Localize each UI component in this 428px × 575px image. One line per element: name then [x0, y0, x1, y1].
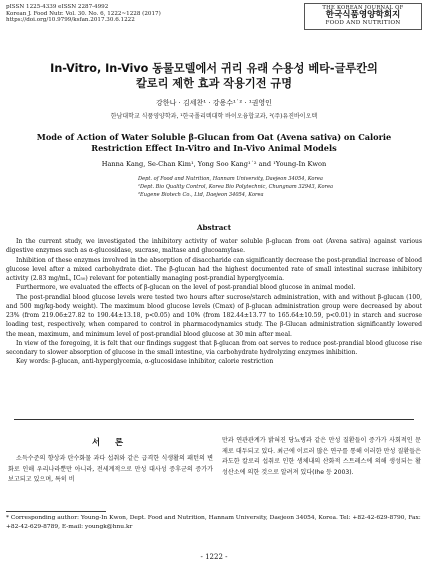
english-title: [20, 132, 408, 154]
korean-affiliation: 한남대학교 식품영양학과, ¹한국폴리텍대학 바이오융합교과, ²(주)유진바이오텍: [110, 113, 318, 120]
korean-title: [0, 61, 428, 91]
doi-line[interactable]: https://doi.org/10.9799/ksfan.2017.30.6.1222: [6, 17, 135, 24]
affiliation-1: Dept. of Food and Nutrition, Hannam University, Daejeon 34054, Korea: [138, 176, 323, 182]
intro-text-left: 소득수준의 향상과 탄수화물 과다 섭취와 같은 급격한 식생활의 패턴의 변화로 인해 우리나라뿐만 아니라, 전세계적으로 만성 대사성 증후군의 증가가 보고되고 있으며, 특히 비: [8, 455, 213, 484]
korean-title-line-2: 칼로리 제한 효과 작용기전 규명: [135, 77, 293, 90]
english-title-line-1: Mode of Action of Water Soluble β-Glucan from Oat (Avena sativa) on Calorie: [36, 132, 392, 142]
journal-logo-box: [304, 3, 422, 30]
page-number: - 1222 -: [200, 553, 228, 561]
corresponding-author-footnote: * Corresponding author: Young-In Kwon, Dept. Food and Nutrition, Hannam University, Daejeon 34054, Korea. Tel: +82-42-629-8790, Fax: +82-42-629-8789, E-mail: youngk@hnu.kr: [6, 515, 421, 530]
abstract-paragraph: Furthermore, we evaluated the effects of β-glucan on the level of post-prandial blood glucose in animal model.: [16, 284, 356, 292]
journal-name-kr: 한국식품영양학회지: [325, 10, 401, 20]
english-title-line-2: Restriction Effect In-Vitro and In-Vivo Animal Models: [91, 143, 337, 153]
issn-line: pISSN 1225-4339 eISSN 2287-4992: [6, 4, 109, 10]
korean-authors: 강한나 · 김세찬¹ · 강용수¹˙² · ¹권영인: [156, 99, 272, 107]
journal-name-en-bottom: FOOD AND NUTRITION: [325, 20, 401, 26]
footnote-divider: [6, 511, 106, 512]
abstract-paragraph: In view of the foregoing, it is felt that our findings suggest that β-glucan from oat serves to reduce post-prandial blood glucose rise secondary to slower absorption of glucose in the small intestine, via carbohydrate hydrolyzing enzymes inhibition.: [6, 339, 422, 356]
keywords: Key words: β-glucan, anti-hyperglycemia, α-glucosidase inhibitor, calorie restriction: [16, 358, 274, 366]
english-authors: Hanna Kang, Se-Chan Kim¹, Yong Soo Kang¹˙² and ¹Young-In Kwon: [101, 160, 327, 168]
intro-text-right: 만과 연관관계가 밝혀진 당뇨병과 같은 만성 질환들이 증가가 사회적인 문제로 대두되고 있다. 최근에 이르러 많은 연구를 통해 이러한 만성 질환들은 과도한 칼로리 섭취로 인한 생체내의 산화적 스트레스에 의해 생성되는 활성산소에 의한 것으로 알려져 있다(Ihe 등 2003).: [222, 437, 421, 476]
abstract-paragraph: In the current study, we investigated the inhibitory activity of water soluble β-glucan from oat (Avena sativa) against various digestive enzymes such as α-glucosidase, sucrase, maltase and glucoamylase.: [6, 238, 422, 255]
affiliation-3: ²Eugene Biotech Co., Ltd, Daejeon 34054, Korea: [138, 192, 264, 198]
english-affiliations: [138, 175, 333, 199]
abstract-heading: Abstract: [196, 223, 232, 232]
journal-citation-header: [6, 4, 161, 24]
journal-name-en-top: THE KOREAN JOURNAL OF: [322, 5, 404, 11]
affiliation-2: ¹Dept. Bio Quality Control, Korea Bio Polytechnic, Chungnam 32943, Korea: [138, 184, 334, 190]
korean-title-line-1: In-Vitro, In-Vivo 동물모델에서 귀리 유래 수용성 베타-글루칸의: [50, 62, 378, 75]
abstract-body: [6, 237, 422, 367]
section-divider: [14, 419, 414, 420]
section-heading-introduction: 서 론: [91, 437, 130, 447]
abstract-paragraph: Inhibition of these enzymes involved in the absorption of disaccharide can significantly decrease the post-prandial increase of blood glucose level after a mixed carbohydrate diet. The β-glucan had the highest documented rate of small intestinal sucrase inhibitory activity (2.83 mg/mL, IC₅₀) relevant for potentially managing post-prandial hyperglycemia.: [6, 256, 422, 282]
volume-line: Korean J. Food Nutr. Vol. 30. No. 6, 1222~1228 (2017): [6, 10, 161, 17]
abstract-paragraph: The post-prandial blood glucose levels were tested two hours after sucrose/starch administration, with and without β-glucan (100, and 500 mg/kg-body weight). The maximum blood glucose levels (Cmax) of β-glucan administration group were decreased by about 23% (from 219.06±27.82 to 190.44±13.18, p<0.05) and 10% (from 182.44±13.77 to 165.64±10.59, p<0.01) in starch and sucrose loading test, respectively, when compared to control in pharmacodynamics study. The β-Glucan administration significantly lowered the mean, maximum, and minimum level of post-prandial blood glucose at 30 min after meal.: [6, 293, 422, 338]
intro-column-left: [8, 436, 213, 486]
